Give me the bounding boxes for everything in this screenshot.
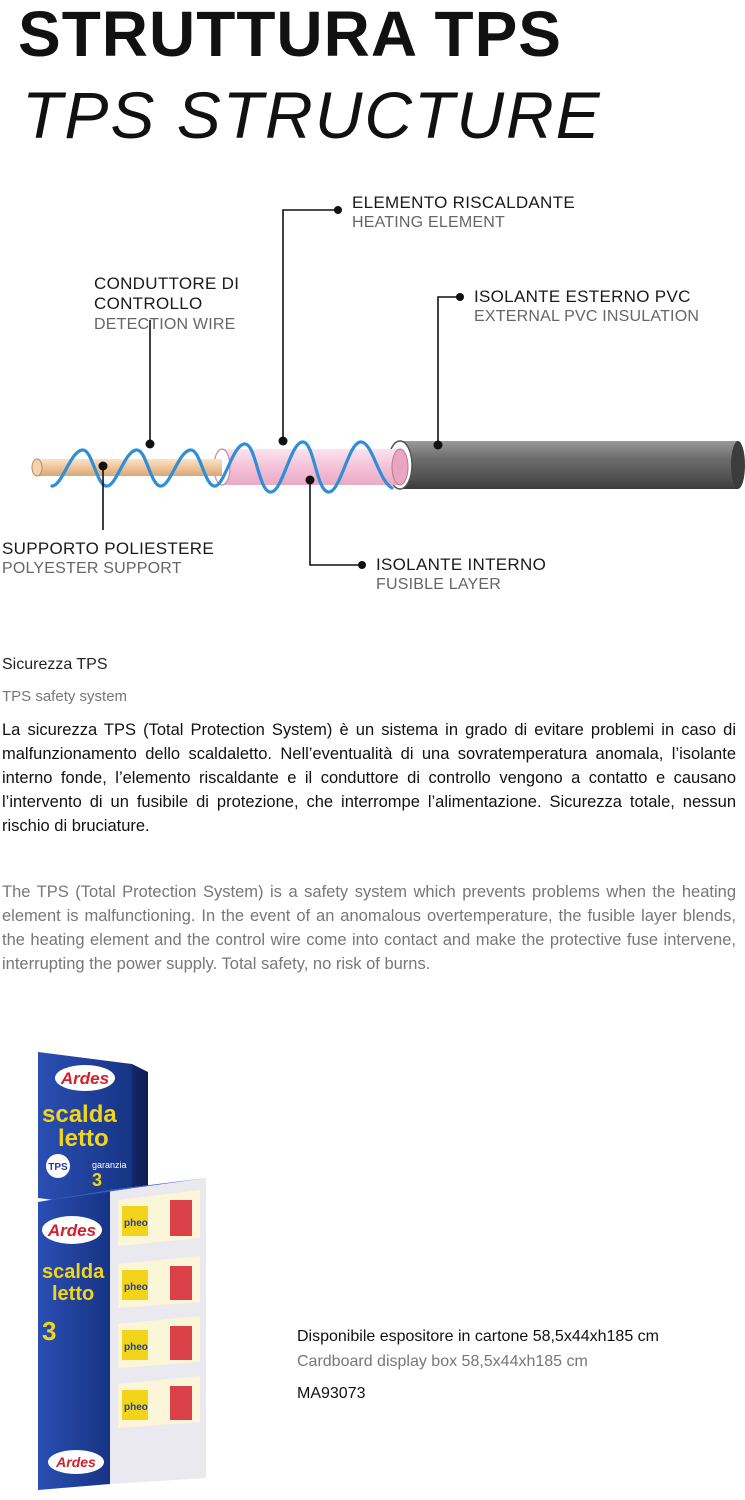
label-heating-it: ELEMENTO RISCALDANTE <box>352 193 575 212</box>
label-pvc-insulation <box>474 287 699 327</box>
warranty-years-side: 3 <box>42 1316 57 1346</box>
product-line1-side: scalda <box>42 1261 105 1283</box>
tps-badge: TPS <box>48 1162 68 1173</box>
page-subtitle: TPS STRUCTURE <box>22 78 602 152</box>
warranty-years-top: 3 <box>92 1170 103 1190</box>
page-title: STRUTTURA TPS <box>18 0 562 70</box>
product-box-label-1: pheo <box>124 1218 148 1229</box>
warranty-word-top: garanzia <box>92 1160 127 1170</box>
section-heading-en: TPS safety system <box>2 688 128 705</box>
label-support-it: SUPPORTO POLIESTERE <box>2 539 214 558</box>
label-detection-it-2: CONTROLLO <box>94 294 203 314</box>
display-box-image <box>30 1050 215 1490</box>
brand-logo-top: Ardes <box>60 1069 110 1088</box>
display-caption-en: Cardboard display box 58,5x44xh185 cm <box>297 1353 588 1370</box>
product-code: MA93073 <box>297 1385 366 1402</box>
label-detection-it-1: CONDUTTORE DI <box>94 274 240 293</box>
product-box-label-2: pheo <box>124 1282 148 1293</box>
body-text-it: La sicurezza TPS (Total Protection System) è un sistema in grado di evitare problemi in caso di malfunzionamento dello scaldaletto. Nell’eventualità di una sovratemperatura anomala, l’isolante interno fonde, l’elemento riscaldante e il conduttore di controllo vengono a contatto e causano l’intervento di un fusibile di protezione, che interrompe l’alimentazione. Sicurezza totale, nessun rischio di bruciature. <box>2 721 736 835</box>
brand-logo-side: Ardes <box>47 1221 97 1240</box>
section-heading-it: Sicurezza TPS <box>2 656 108 673</box>
label-insulation-en: EXTERNAL PVC INSULATION <box>474 308 700 326</box>
label-insulation-it: ISOLANTE ESTERNO PVC <box>474 287 691 306</box>
pvc-insulation <box>388 441 745 489</box>
product-box-label-3: pheo <box>124 1342 148 1353</box>
product-line2-top: letto <box>58 1125 109 1152</box>
label-polyester-support <box>2 539 214 579</box>
brand-logo-bottom: Ardes <box>56 1454 96 1470</box>
label-heating-element <box>352 193 575 233</box>
label-heating-en: HEATING ELEMENT <box>352 214 505 232</box>
display-caption-it: Disponibile espositore in cartone 58,5x44xh185 cm <box>297 1328 659 1345</box>
label-fusible-en: FUSIBLE LAYER <box>376 576 502 594</box>
body-text-en: The TPS (Total Protection System) is a safety system which prevents problems when the heating element is malfunctioning. In the event of an anomalous overtemperature, the fusible layer blends, the heating element and the control wire come into contact and make the protective fuse intervene, interrupting the power supply. Total safety, no risk of burns. <box>2 883 736 973</box>
polyester-core <box>32 459 222 476</box>
label-fusible-layer <box>376 555 546 595</box>
product-line2-side: letto <box>52 1283 95 1305</box>
label-detection-wire <box>94 274 239 334</box>
product-box-label-4: pheo <box>124 1402 148 1413</box>
label-detection-en: DETECTION WIRE <box>94 315 236 333</box>
product-line1-top: scalda <box>42 1101 117 1128</box>
leader-lines <box>103 210 460 565</box>
label-fusible-it: ISOLANTE INTERNO <box>376 555 547 574</box>
label-support-en: POLYESTER SUPPORT <box>2 560 182 578</box>
leader-dots <box>99 206 465 569</box>
